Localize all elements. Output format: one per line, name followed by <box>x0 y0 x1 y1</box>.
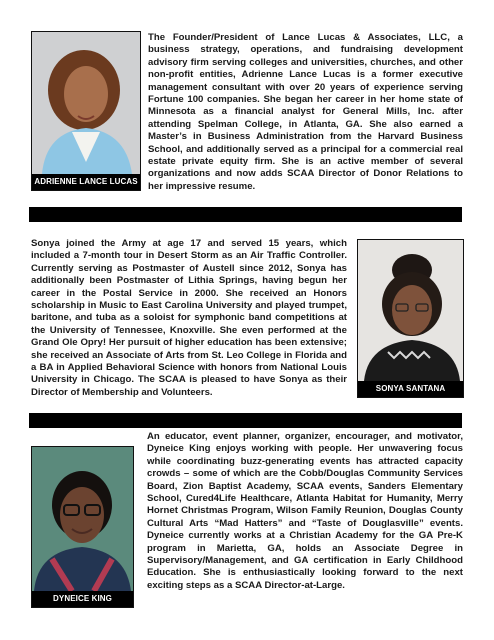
section-divider <box>29 413 462 428</box>
bio-adrienne: The Founder/President of Lance Lucas & Associates, LLC, a business strategy, operations, and fundraising development advisory firm serving colleges and universities, churches, and other non-profit entities, Adrienne Lance Lucas is a former executive management consultant with over 20 years of experience serving Fortune 100 companies. She began her career in her home state of Minnesota as a financial analyst for General Mills, Inc. after attending Spelman College, in Atlanta, GA. She also earned a Master’s in Business Administration from the Harvard Business School, and additionally served as a principal for a commercial real estate private equity firm. She is an active member of several organizations and now adds SCAA Director of Donor Relations to her impressive resume. <box>148 32 463 192</box>
portrait-sonya <box>358 240 463 381</box>
bio-sonya: Sonya joined the Army at age 17 and served 15 years, which included a 7-month tour in Desert Storm as an Air Traffic Controller. Currently serving as Postmaster of Austell since 2012, Sonya has additionally been Postmaster of Lithia Springs, having begun her career in the Postal Service in 2000. She received an Honors scholarship in Music to East Carolina University and played trumpet, baritone, and tuba as a soloist for symphonic band competitions at the University of Tennessee, Knoxville. She even performed at the Grand Ole Opry! Her pursuit of higher education has been extensive; she received an Associate of Arts from St. Leo College in Florida and a BA in Applied Behavioral Science with honors from National Louis University in Chicago. The SCAA is pleased to have Sonya as their Director of Membership and Volunteers. <box>31 238 347 398</box>
section-divider <box>29 207 462 222</box>
name-caption: DYNEICE KING <box>32 591 133 607</box>
portrait-dyneice <box>32 447 133 591</box>
portrait-adrienne <box>32 32 140 174</box>
profile-photo-card-adrienne <box>31 31 141 191</box>
profile-photo-card-dyneice <box>31 446 134 608</box>
profile-photo-card-sonya <box>357 239 464 398</box>
bio-dyneice: An educator, event planner, organizer, encourager, and motivator, Dyneice King enjoys working with people. Her unwavering focus while coordinating buzz-generating events has attracted capacity crowds – some of which are the Cobb/Douglas Community Services Board, Zion Baptist Academy, SCAA events, Sanders Elementary School, Cured4Life Healthcare, Atlanta Habitat for Humanity, Merry Hornet Christmas Program, Wilson Family Reunion, Douglas County Cultural Arts “Mad Hatters” and “Taste of Douglasville” events. Dyneice currently works at a Christian Academy for the GA Pre-K program in Marietta, GA, holds an Associate Degree in Supervisory/Management, and GA certification in Early Childhood Education. She is enthusiastically looking forward to the next exciting steps as a SCAA Director-at-Large. <box>147 431 463 591</box>
name-caption: SONYA SANTANA <box>358 381 463 397</box>
name-caption: ADRIENNE LANCE LUCAS <box>32 174 140 190</box>
